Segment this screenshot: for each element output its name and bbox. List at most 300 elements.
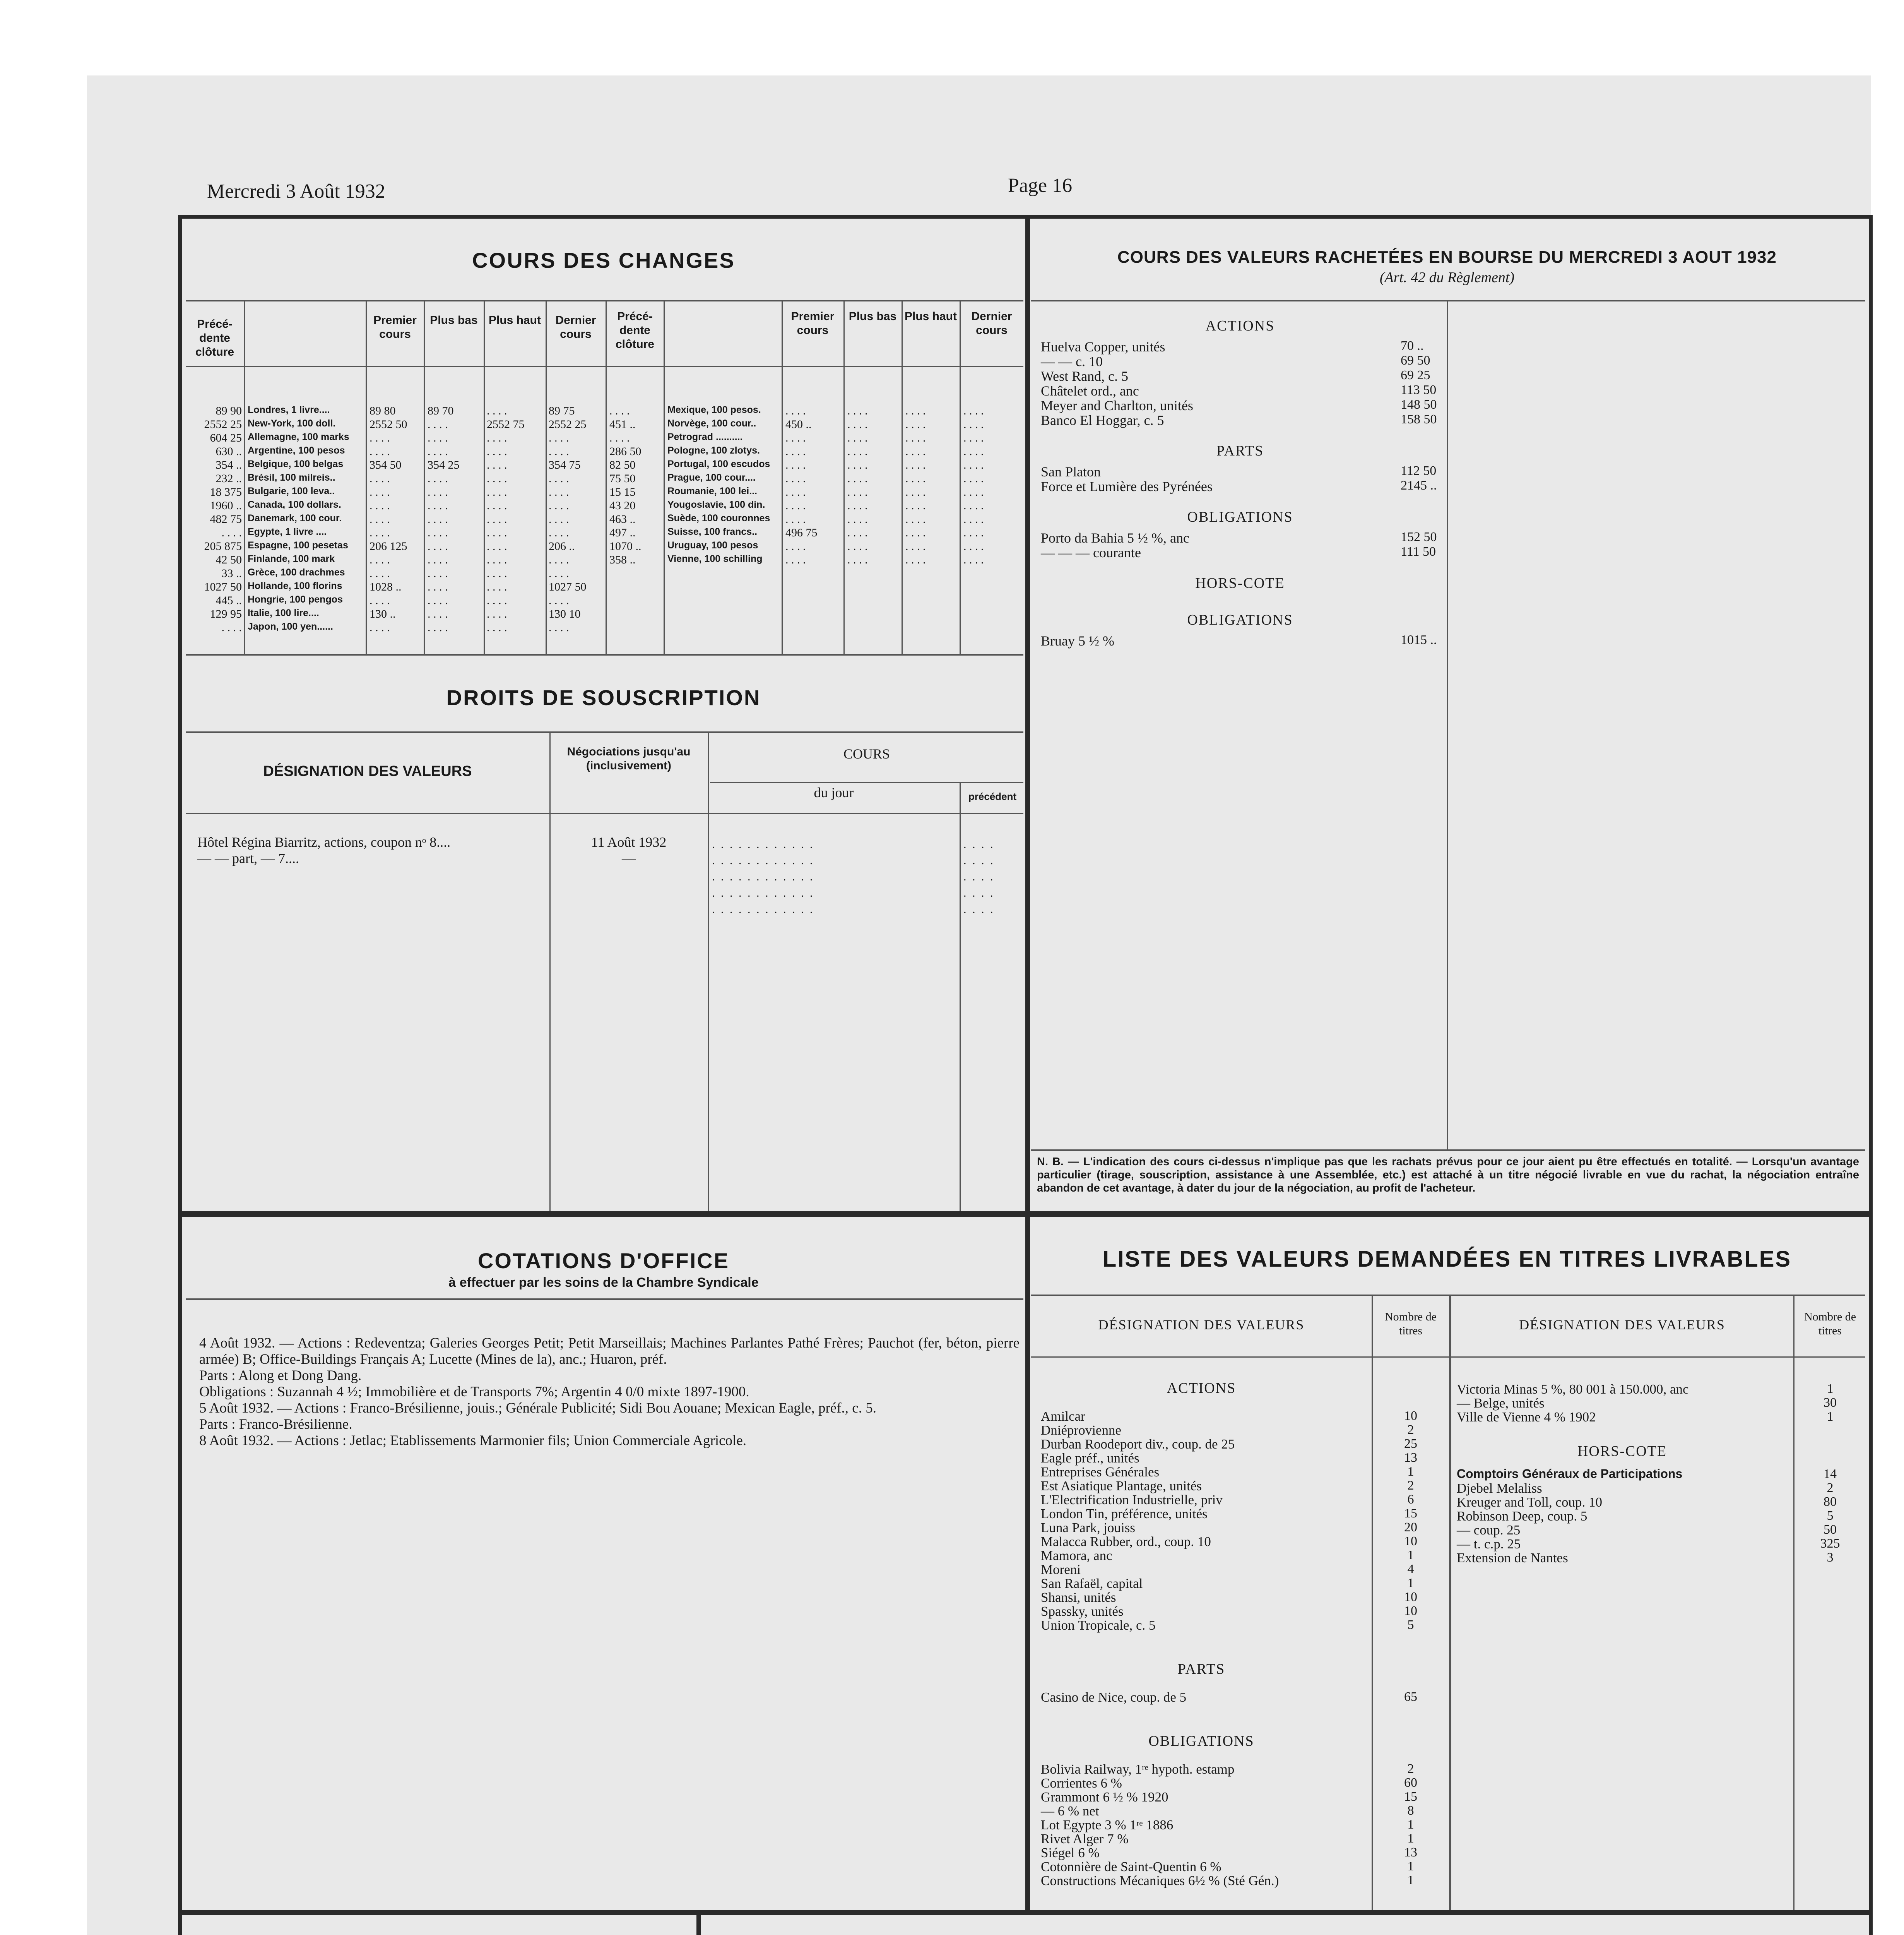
livrables-count: 13 [1404, 1450, 1417, 1465]
livrables-item: Shansi, unités [1041, 1590, 1116, 1605]
change-high: . . . . [905, 404, 926, 417]
change-low: . . . . [847, 418, 868, 431]
souscription-col-jour: du jour [814, 785, 854, 800]
change-prev: . . . . [221, 526, 242, 539]
change-currency: Pologne, 100 zlotys. [667, 445, 760, 456]
change-prev: 15 15 [609, 486, 636, 498]
livrables-item: Mamora, anc [1041, 1548, 1112, 1563]
office-paragraph: Parts : Along et Dong Dang. [199, 1368, 362, 1384]
livrables-item: San Rafaël, capital [1041, 1576, 1143, 1591]
change-last: . . . . [549, 621, 569, 634]
change-prev: 630 .. [216, 445, 242, 458]
change-currency: Roumanie, 100 lei... [667, 486, 758, 497]
change-prev: 451 .. [609, 418, 636, 431]
livrables-count: 30 [1824, 1396, 1837, 1410]
souscription-price-dots: . . . . . . . . . . . . [712, 887, 814, 899]
change-last: 130 10 [549, 608, 581, 620]
change-first: 354 50 [370, 459, 402, 471]
livrables-count: 13 [1404, 1845, 1417, 1860]
change-high: . . . . [905, 445, 926, 458]
livrables-heading: OBLIGATIONS [1148, 1733, 1254, 1749]
souscription-prec-dots: . . . . [963, 854, 995, 867]
col-line [960, 300, 961, 654]
change-last: . . . . [963, 553, 984, 566]
change-high: . . . . [905, 513, 926, 526]
livrables-heading: ACTIONS [1167, 1380, 1236, 1396]
change-high: . . . . [487, 486, 507, 498]
souscription-price-dots: . . . . . . . . . . . . [712, 838, 814, 851]
livrables-count: 1 [1407, 1817, 1414, 1832]
change-last: 206 .. [549, 540, 575, 553]
livrables-item: Luna Park, jouiss [1041, 1520, 1136, 1535]
livrables-item: Djebel Melaliss [1457, 1481, 1542, 1496]
change-high: . . . . [905, 472, 926, 485]
change-high: . . . . [905, 486, 926, 498]
change-currency: Italie, 100 lire.... [248, 608, 319, 618]
change-currency: Norvège, 100 cour.. [667, 418, 756, 429]
office-paragraph: 5 Août 1932. — Actions : Franco-Brésilienne, jouis.; Générale Publicité; Sidi Bou Aouane; Mexican Eagle, préf., c. 5. [199, 1400, 876, 1416]
change-first: 1028 .. [370, 580, 402, 593]
livrables-item: — 6 % net [1041, 1803, 1099, 1819]
change-first: . . . . [370, 445, 390, 458]
change-high: . . . . [487, 594, 507, 607]
rachetees-item: West Rand, c. 5 [1041, 368, 1129, 384]
rachetees-value: 112 50 [1401, 464, 1437, 478]
rachetees-heading: ACTIONS [1205, 318, 1275, 334]
livrables-item: Bolivia Railway, 1ʳᵉ hypoth. estamp [1041, 1762, 1235, 1777]
change-currency: New-York, 100 doll. [248, 418, 336, 429]
change-prev: 89 90 [216, 404, 242, 417]
changes-title: COURS DES CHANGES [472, 248, 735, 272]
souscription-head-rule [186, 813, 1023, 814]
change-currency: Hongrie, 100 pengos [248, 594, 343, 605]
livrables-count: 5 [1827, 1509, 1834, 1523]
changes-col-low: Plus bas [430, 314, 478, 327]
col-line [606, 300, 607, 654]
change-first: . . . . [785, 513, 806, 526]
change-prev: 286 50 [609, 445, 642, 458]
change-high: . . . . [905, 540, 926, 553]
change-first: . . . . [370, 513, 390, 526]
col-line [424, 300, 425, 654]
rachetees-item: — — — courante [1041, 545, 1141, 560]
rachetees-note-rule [1031, 1149, 1865, 1151]
change-currency: Portugal, 100 escudos [667, 459, 770, 469]
change-prev: 1070 .. [609, 540, 642, 553]
change-first: 89 80 [370, 404, 396, 417]
rachetees-value: 111 50 [1401, 545, 1436, 559]
change-high: . . . . [905, 499, 926, 512]
change-last: . . . . [963, 526, 984, 539]
office-paragraph: 8 Août 1932. — Actions : Jetlac; Etablissements Marmonier fils; Union Commerciale Agricole. [199, 1433, 746, 1449]
office-paragraph: Parts : Franco-Brésilienne. [199, 1416, 352, 1432]
change-low: . . . . [428, 621, 448, 634]
change-last: . . . . [963, 404, 984, 417]
change-last: . . . . [549, 472, 569, 485]
col-line [843, 300, 845, 654]
change-first: 2552 50 [370, 418, 407, 431]
livrables-count: 325 [1820, 1536, 1840, 1551]
livrables-item: Constructions Mécaniques 6½ % (Sté Gén.) [1041, 1873, 1279, 1888]
livrables-item: Grammont 6 ½ % 1920 [1041, 1789, 1168, 1805]
change-first: . . . . [785, 445, 806, 458]
change-first: . . . . [785, 459, 806, 471]
livrables-count: 1 [1407, 1873, 1414, 1887]
change-first: 206 125 [370, 540, 407, 553]
changes-col-last-2: Dernier cours [971, 310, 1012, 337]
souscription-price-dots: . . . . . . . . . . . . [712, 903, 814, 916]
change-first: 450 .. [785, 418, 812, 431]
change-prev: 2552 25 [204, 418, 242, 431]
change-last: 1027 50 [549, 580, 587, 593]
change-low: 89 70 [428, 404, 454, 417]
souscription-cours-rule [710, 782, 1023, 783]
change-low: . . . . [847, 459, 868, 471]
change-last: . . . . [963, 486, 984, 498]
rachetees-value: 2145 .. [1401, 478, 1437, 493]
change-low: . . . . [428, 540, 448, 553]
change-low: . . . . [428, 580, 448, 593]
change-prev: 354 .. [216, 459, 242, 471]
livrables-item: London Tin, préférence, unités [1041, 1506, 1208, 1521]
divider-mid-vertical [1025, 1219, 1030, 1914]
col-line [549, 731, 551, 1211]
change-currency: Allemagne, 100 marks [248, 432, 349, 442]
rachetees-item: — — c. 10 [1041, 354, 1103, 369]
livrables-count: 60 [1404, 1776, 1417, 1790]
change-first: . . . . [785, 486, 806, 498]
change-last: . . . . [549, 432, 569, 444]
rachetees-item: San Platon [1041, 464, 1101, 479]
livrables-col-designation-2: DÉSIGNATION DES VALEURS [1519, 1317, 1725, 1332]
change-last: . . . . [549, 513, 569, 526]
change-last: . . . . [549, 486, 569, 498]
livrables-count: 15 [1404, 1789, 1417, 1804]
rachetees-divider [1447, 300, 1448, 1149]
souscription-prec-dots: . . . . [963, 838, 995, 851]
change-last: . . . . [549, 526, 569, 539]
change-last: . . . . [963, 513, 984, 526]
change-high: . . . . [487, 513, 507, 526]
change-currency: Mexique, 100 pesos. [667, 404, 761, 415]
change-high: . . . . [487, 540, 507, 553]
livrables-item: Kreuger and Toll, coup. 10 [1457, 1495, 1602, 1510]
change-prev: 205 875 [204, 540, 242, 553]
col-line [708, 731, 709, 1211]
change-last: . . . . [963, 418, 984, 431]
change-last: . . . . [549, 553, 569, 566]
col-line [1449, 1295, 1451, 1910]
change-first: . . . . [370, 472, 390, 485]
change-first: . . . . [785, 499, 806, 512]
livrables-item: Comptoirs Généraux de Participations [1457, 1467, 1683, 1481]
change-low: . . . . [847, 432, 868, 444]
livrables-count: 15 [1404, 1506, 1417, 1521]
livrables-item: Robinson Deep, coup. 5 [1457, 1509, 1588, 1524]
livrables-count: 20 [1404, 1520, 1417, 1534]
change-currency: Argentine, 100 pesos [248, 445, 345, 456]
change-last: . . . . [549, 594, 569, 607]
change-high: . . . . [487, 553, 507, 566]
change-last: . . . . [963, 445, 984, 458]
change-first: . . . . [370, 594, 390, 607]
livrables-count: 1 [1407, 1859, 1414, 1873]
rachetees-value: 69 50 [1401, 353, 1430, 368]
rachetees-value: 69 25 [1401, 368, 1430, 382]
change-high: . . . . [487, 621, 507, 634]
livrables-count: 25 [1404, 1437, 1417, 1451]
change-high: . . . . [487, 445, 507, 458]
change-low: . . . . [847, 513, 868, 526]
change-prev: 1027 50 [204, 580, 242, 593]
souscription-title: DROITS DE SOUSCRIPTION [446, 685, 761, 710]
change-low: . . . . [428, 608, 448, 620]
rachetees-note: N. B. — L'indication des cours ci-dessus n'implique pas que les rachats prévus pour ce jour aient pu être effectués en totalité. — Lorsqu'un avantage particulier (tirage, souscription, assistance à une Assemblée, etc.) est attaché à un titre négocié livrable en vue du rachat, la négociation entraîne abandon de cet avantage, à dater du jour de la négociation, au profit de l'acheteur. [1037, 1156, 1859, 1194]
souscription-prec-dots: . . . . [963, 870, 995, 883]
livrables-item: L'Electrification Industrielle, priv [1041, 1492, 1223, 1507]
change-first: . . . . [370, 553, 390, 566]
change-currency: Finlande, 100 mark [248, 553, 335, 564]
change-low: . . . . [847, 540, 868, 553]
livrables-count: 2 [1827, 1481, 1834, 1495]
change-currency: Londres, 1 livre.... [248, 404, 330, 415]
livrables-item: Victoria Minas 5 %, 80 001 à 150.000, anc [1457, 1382, 1689, 1397]
livrables-col-designation: DÉSIGNATION DES VALEURS [1098, 1317, 1305, 1332]
change-low: . . . . [428, 553, 448, 566]
change-last: . . . . [549, 499, 569, 512]
change-prev: 129 95 [210, 608, 242, 620]
change-prev: 82 50 [609, 459, 636, 471]
souscription-rule [186, 731, 1023, 733]
livrables-item: Amilcar [1041, 1409, 1085, 1424]
change-high: . . . . [487, 499, 507, 512]
change-last: . . . . [963, 540, 984, 553]
rachetees-heading: PARTS [1216, 443, 1264, 459]
change-currency: Petrograd .......... [667, 432, 743, 442]
change-high: . . . . [487, 432, 507, 444]
rachetees-value: 1015 .. [1401, 633, 1437, 647]
livrables-item: Malacca Rubber, ord., coup. 10 [1041, 1534, 1211, 1549]
change-prev: 42 50 [216, 553, 242, 566]
change-high: . . . . [487, 472, 507, 485]
change-low: . . . . [428, 499, 448, 512]
livrables-count: 1 [1407, 1548, 1414, 1562]
souscription-col-prec: précédent [968, 791, 1017, 802]
livrables-item: Casino de Nice, coup. de 5 [1041, 1690, 1187, 1705]
divider-horizontal-1 [178, 1211, 1869, 1217]
souscription-date: — [622, 851, 636, 866]
souscription-col-cours: COURS [843, 746, 890, 762]
livrables-count: 5 [1407, 1618, 1414, 1632]
office-paragraph: 4 Août 1932. — Actions : Redeventza; Galeries Georges Petit; Petit Marseillais; Machines Parlantes Pathé Frères; Pauchot (fer, béton, pierre armée) B; Office-Buildings Français A; Lucette (Mines de la), anc.; Huaron, préf. [199, 1335, 1020, 1367]
rachetees-subtitle: (Art. 42 du Règlement) [1379, 269, 1515, 286]
change-low: . . . . [428, 526, 448, 539]
livrables-head-rule [1031, 1356, 1865, 1358]
change-low: . . . . [428, 418, 448, 431]
livrables-heading: PARTS [1177, 1661, 1225, 1677]
changes-head-rule [186, 366, 1023, 367]
change-first: . . . . [785, 553, 806, 566]
souscription-price-dots: . . . . . . . . . . . . [712, 870, 814, 883]
rachetees-item: Porto da Bahia 5 ½ %, anc [1041, 530, 1189, 546]
livrables-col-nombre-2: Nombre de titres [1804, 1310, 1856, 1337]
livrables-item: Rivet Alger 7 % [1041, 1831, 1129, 1846]
livrables-count: 10 [1404, 1534, 1417, 1548]
change-first: . . . . [785, 540, 806, 553]
livrables-count: 4 [1407, 1562, 1414, 1576]
divider-bottom-vertical [696, 1914, 701, 1935]
livrables-item: Extension de Nantes [1457, 1550, 1568, 1565]
col-line [484, 300, 485, 654]
change-last: . . . . [963, 472, 984, 485]
rachetees-heading: HORS-COTE [1195, 575, 1285, 591]
col-line [960, 782, 961, 1211]
change-high: . . . . [487, 608, 507, 620]
change-high: . . . . [905, 526, 926, 539]
livrables-count: 1 [1407, 1831, 1414, 1846]
livrables-item: — Belge, unités [1457, 1396, 1545, 1411]
change-low: . . . . [428, 567, 448, 580]
souscription-price-dots: . . . . . . . . . . . . [712, 854, 814, 867]
livrables-item: Durban Roodeport div., coup. de 25 [1041, 1437, 1235, 1452]
change-prev: . . . . [609, 432, 630, 444]
changes-col-first: Premier cours [373, 314, 417, 341]
change-high: 2552 75 [487, 418, 525, 431]
souscription-date: 11 Août 1932 [591, 834, 667, 850]
livrables-heading: HORS-COTE [1577, 1443, 1667, 1459]
change-currency: Japon, 100 yen...... [248, 621, 333, 632]
change-high: . . . . [487, 567, 507, 580]
change-high: . . . . [487, 580, 507, 593]
change-currency: Brésil, 100 milreis.. [248, 472, 335, 483]
livrables-count: 10 [1404, 1590, 1417, 1604]
livrables-count: 1 [1407, 1464, 1414, 1479]
change-last: . . . . [963, 499, 984, 512]
changes-col-high: Plus haut [488, 314, 541, 327]
livrables-item: Eagle préf., unités [1041, 1450, 1139, 1466]
change-currency: Canada, 100 dollars. [248, 499, 341, 510]
change-prev: 33 .. [221, 567, 242, 580]
livrables-item: — t. c.p. 25 [1457, 1536, 1521, 1551]
livrables-item: Siégel 6 % [1041, 1845, 1100, 1860]
col-line [1793, 1295, 1795, 1910]
livrables-title: LISTE DES VALEURS DEMANDÉES EN TITRES LIVRABLES [1102, 1247, 1792, 1272]
change-low: . . . . [428, 432, 448, 444]
changes-col-prev: Précé- dente clôture [195, 318, 234, 358]
change-currency: Suisse, 100 francs.. [667, 526, 758, 537]
livrables-count: 3 [1827, 1550, 1834, 1565]
change-low: . . . . [847, 445, 868, 458]
rachetees-item: Banco El Hoggar, c. 5 [1041, 413, 1164, 428]
change-low: 354 25 [428, 459, 460, 471]
change-first: . . . . [370, 567, 390, 580]
change-currency: Grèce, 100 drachmes [248, 567, 345, 578]
rachetees-value: 113 50 [1401, 383, 1437, 397]
change-last: . . . . [549, 567, 569, 580]
change-high: . . . . [905, 459, 926, 471]
change-currency: Vienne, 100 schilling [667, 553, 763, 564]
change-low: . . . . [428, 445, 448, 458]
livrables-item: Spassky, unités [1041, 1604, 1124, 1619]
col-line [546, 300, 547, 654]
rachetees-item: Huelva Copper, unités [1041, 339, 1165, 354]
changes-rule [186, 300, 1023, 301]
rachetees-value: 158 50 [1401, 412, 1437, 426]
change-high: . . . . [487, 404, 507, 417]
livrables-item: Est Asiatique Plantage, unités [1041, 1478, 1202, 1493]
change-low: . . . . [847, 526, 868, 539]
livrables-item: Lot Egypte 3 % 1ʳᵉ 1886 [1041, 1817, 1174, 1832]
change-first: . . . . [370, 486, 390, 498]
change-prev: 445 .. [216, 594, 242, 607]
changes-col-low-2: Plus bas [849, 310, 897, 323]
change-currency: Danemark, 100 cour. [248, 513, 342, 524]
livrables-count: 1 [1407, 1576, 1414, 1590]
col-line [1372, 1295, 1373, 1910]
change-low: . . . . [428, 486, 448, 498]
livrables-count: 65 [1404, 1690, 1417, 1704]
rachetees-heading: OBLIGATIONS [1187, 509, 1293, 525]
change-currency: Yougoslavie, 100 din. [667, 499, 765, 510]
livrables-count: 1 [1827, 1409, 1834, 1424]
souscription-col-designation: DÉSIGNATION DES VALEURS [263, 763, 472, 779]
rachetees-value: 148 50 [1401, 397, 1437, 412]
change-first: . . . . [785, 432, 806, 444]
change-first: . . . . [370, 526, 390, 539]
change-currency: Espagne, 100 pesetas [248, 540, 348, 551]
livrables-count: 80 [1824, 1495, 1837, 1509]
change-low: . . . . [428, 472, 448, 485]
change-last: 89 75 [549, 404, 575, 417]
souscription-name: Hôtel Régina Biarritz, actions, coupon nᵒ 8.... [197, 834, 451, 850]
change-prev: 358 .. [609, 553, 636, 566]
change-prev: 482 75 [210, 513, 242, 526]
livrables-count: 1 [1827, 1382, 1834, 1396]
change-low: . . . . [847, 486, 868, 498]
changes-bottom-rule [186, 654, 1023, 656]
change-currency: Bulgarie, 100 leva.. [248, 486, 335, 497]
rachetees-title: COURS DES VALEURS RACHETÉES EN BOURSE DU MERCREDI 3 AOUT 1932 [1117, 248, 1777, 267]
change-first: . . . . [370, 432, 390, 444]
change-prev: 463 .. [609, 513, 636, 526]
change-high: . . . . [905, 553, 926, 566]
divider-horizontal-2 [178, 1910, 1869, 1915]
change-first: . . . . [785, 404, 806, 417]
rachetees-item: Bruay 5 ½ % [1041, 633, 1114, 649]
change-low: . . . . [847, 472, 868, 485]
change-first: 496 75 [785, 526, 818, 539]
col-line [664, 300, 665, 654]
page-number: Page 16 [1008, 175, 1073, 197]
change-prev: 232 .. [216, 472, 242, 485]
change-last: 354 75 [549, 459, 581, 471]
office-paragraph: Obligations : Suzannah 4 ½; Immobilière et de Transports 7%; Argentin 4 0/0 mixte 1897-1900. [199, 1384, 749, 1400]
change-currency: Suède, 100 couronnes [667, 513, 770, 524]
change-last: . . . . [963, 432, 984, 444]
livrables-item: Union Tropicale, c. 5 [1041, 1618, 1156, 1633]
livrables-count: 10 [1404, 1409, 1417, 1423]
change-currency: Uruguay, 100 pesos [667, 540, 758, 551]
office-title: COTATIONS D'OFFICE [477, 1248, 730, 1273]
change-low: . . . . [847, 553, 868, 566]
change-first: . . . . [370, 621, 390, 634]
souscription-prec-dots: . . . . [963, 887, 995, 899]
souscription-name: — — part, — 7.... [197, 851, 299, 866]
souscription-col-nego: Négociations jusqu'au (inclusivement) [567, 745, 691, 772]
livrables-item: — coup. 25 [1457, 1522, 1521, 1538]
office-subtitle: à effectuer par les soins de la Chambre Syndicale [448, 1275, 759, 1290]
change-first: 130 .. [370, 608, 396, 620]
